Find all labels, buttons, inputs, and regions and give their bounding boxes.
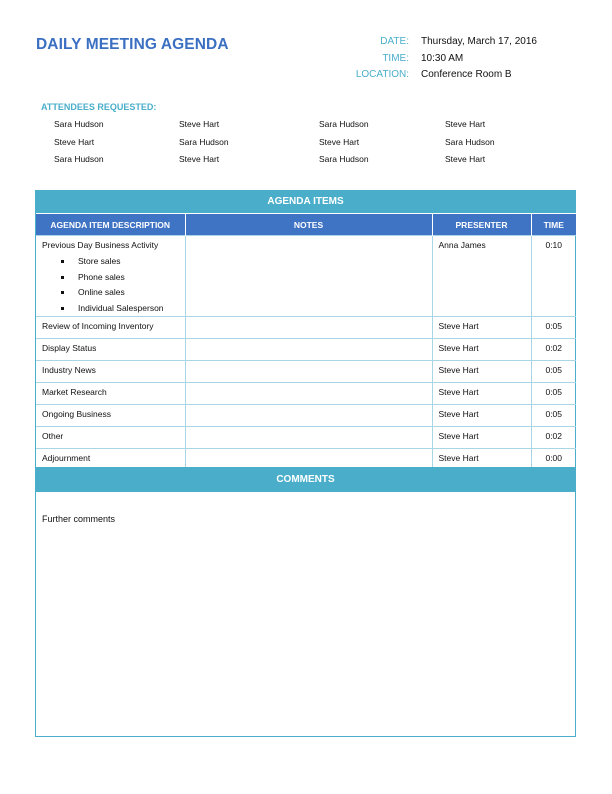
column-description: AGENDA ITEM DESCRIPTION xyxy=(36,214,185,236)
agenda-row xyxy=(36,427,576,449)
location-value: Conference Room B xyxy=(421,69,512,80)
attendee-name: Sara Hudson xyxy=(179,136,229,147)
agenda-column-headers xyxy=(36,214,576,236)
agenda-item-label: Industry News xyxy=(42,365,96,375)
agenda-item-presenter: Anna James xyxy=(432,236,531,317)
agenda-item-description xyxy=(36,383,185,405)
agenda-row xyxy=(36,361,576,383)
time-value: 10:30 AM xyxy=(421,52,464,64)
attendee-name: Steve Hart xyxy=(445,154,486,164)
agenda-subitem: Phone sales xyxy=(42,270,179,286)
attendee-name: Sara Hudson xyxy=(319,154,369,164)
attendee-name: Sara Hudson xyxy=(54,119,104,129)
column-notes: NOTES xyxy=(185,214,432,236)
agenda-row xyxy=(36,317,576,339)
agenda-item-label: Other xyxy=(42,431,64,441)
agenda-item-presenter: Steve Hart xyxy=(432,383,531,405)
agenda-table xyxy=(36,213,576,471)
agenda-items-table xyxy=(35,190,576,472)
agenda-item-time: 0:05 xyxy=(531,361,576,383)
column-time: TIME xyxy=(531,214,576,236)
agenda-item-time: 0:10 xyxy=(531,236,576,317)
agenda-item-presenter: Steve Hart xyxy=(432,449,531,471)
date-value: Thursday, March 17, 2016 xyxy=(421,36,537,47)
date-row xyxy=(340,34,580,51)
agenda-item-label: Display Status xyxy=(42,343,97,353)
agenda-item-notes[interactable] xyxy=(185,236,432,317)
agenda-item-label: Previous Day Business Activity xyxy=(42,240,159,250)
agenda-subitem: Store sales xyxy=(42,254,179,270)
attendee-name: Steve Hart xyxy=(54,136,95,147)
agenda-item-time: 0:05 xyxy=(531,383,576,405)
time-label: TIME: xyxy=(382,52,409,64)
agenda-item-notes[interactable] xyxy=(185,339,432,361)
attendee-name: Steve Hart xyxy=(445,119,486,129)
agenda-item-label: Review of Incoming Inventory xyxy=(42,321,154,331)
meeting-details xyxy=(340,34,580,84)
agenda-item-description xyxy=(36,427,185,449)
agenda-subitem: Online sales xyxy=(42,285,179,301)
attendees-list xyxy=(54,117,574,170)
agenda-row xyxy=(36,236,576,317)
agenda-item-notes[interactable] xyxy=(185,383,432,405)
agenda-item-label: Ongoing Business xyxy=(42,409,111,419)
agenda-item-description xyxy=(36,339,185,361)
agenda-item-time: 0:00 xyxy=(531,449,576,471)
agenda-item-notes[interactable] xyxy=(185,361,432,383)
comments-section xyxy=(35,467,576,737)
location-row xyxy=(340,67,580,84)
agenda-item-time: 0:02 xyxy=(531,339,576,361)
location-label: LOCATION: xyxy=(355,69,409,80)
agenda-item-presenter: Steve Hart xyxy=(432,361,531,383)
attendee-name: Sara Hudson xyxy=(445,136,495,147)
comments-header: COMMENTS xyxy=(36,468,575,492)
agenda-item-description xyxy=(36,236,185,317)
attendee-name: Sara Hudson xyxy=(319,119,369,129)
agenda-subitems xyxy=(42,254,179,316)
agenda-item-time: 0:05 xyxy=(531,405,576,427)
agenda-item-notes[interactable] xyxy=(185,427,432,449)
agenda-item-label: Adjournment xyxy=(42,453,91,463)
time-row xyxy=(340,51,580,68)
agenda-row xyxy=(36,405,576,427)
attendee-name: Steve Hart xyxy=(179,154,220,164)
attendee-name: Sara Hudson xyxy=(54,154,104,164)
agenda-item-presenter: Steve Hart xyxy=(432,405,531,427)
attendees-title: ATTENDEES REQUESTED: xyxy=(41,102,157,112)
date-label: DATE: xyxy=(380,36,409,47)
agenda-item-label: Market Research xyxy=(42,387,107,397)
attendee-name: Steve Hart xyxy=(179,119,220,129)
agenda-item-description xyxy=(36,361,185,383)
agenda-item-description xyxy=(36,317,185,339)
column-presenter: PRESENTER xyxy=(432,214,531,236)
comments-text[interactable]: Further comments xyxy=(42,514,116,524)
agenda-row xyxy=(36,339,576,361)
agenda-items-header: AGENDA ITEMS xyxy=(36,191,575,213)
agenda-item-time: 0:02 xyxy=(531,427,576,449)
agenda-item-presenter: Steve Hart xyxy=(432,427,531,449)
agenda-subitem: Individual Salesperson xyxy=(42,301,179,317)
agenda-item-notes[interactable] xyxy=(185,317,432,339)
agenda-item-notes[interactable] xyxy=(185,405,432,427)
agenda-item-presenter: Steve Hart xyxy=(432,339,531,361)
agenda-item-time: 0:05 xyxy=(531,317,576,339)
attendee-name: Steve Hart xyxy=(319,136,360,147)
document-title: DAILY MEETING AGENDA xyxy=(36,36,229,53)
agenda-row xyxy=(36,383,576,405)
agenda-item-presenter: Steve Hart xyxy=(432,317,531,339)
agenda-item-description xyxy=(36,405,185,427)
